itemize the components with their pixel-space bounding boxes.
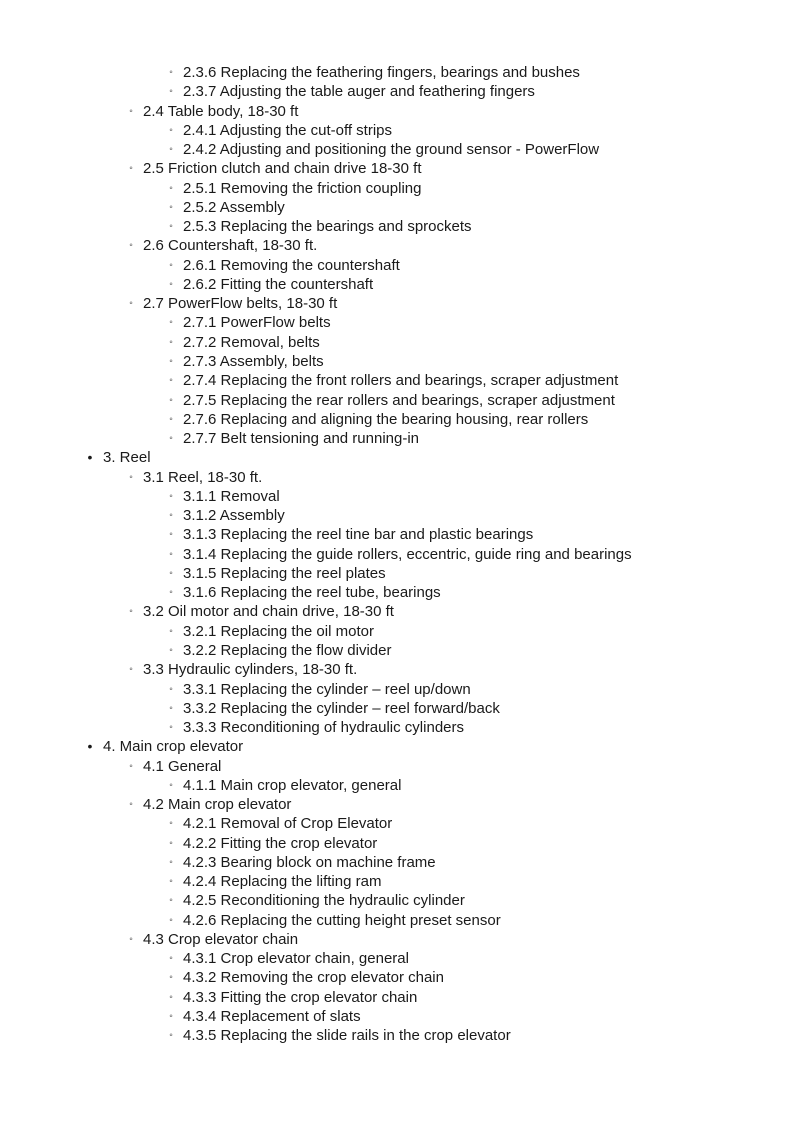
bullet-icon: ◦ xyxy=(129,240,133,252)
bullet-icon: ◦ xyxy=(169,644,173,656)
toc-item-level-3[interactable] xyxy=(0,410,794,429)
toc-item-level-3[interactable] xyxy=(0,988,794,1007)
toc-item-level-3[interactable] xyxy=(0,545,794,564)
bullet-icon: ◦ xyxy=(129,163,133,175)
bullet-icon: ◦ xyxy=(129,298,133,310)
toc-item-level-3[interactable] xyxy=(0,140,794,159)
toc-item-level-2[interactable] xyxy=(0,930,794,949)
toc-item-label: 3.1.2 Assembly xyxy=(183,507,285,525)
toc-item-label: 2.7.7 Belt tensioning and running-in xyxy=(183,430,420,448)
toc-item-label: 2.7.5 Replacing the rear rollers and bearings, scraper adjustment xyxy=(183,391,615,409)
bullet-icon: ◦ xyxy=(169,991,173,1003)
bullet-icon: ◦ xyxy=(169,702,173,714)
toc-item-label: 3.2.2 Replacing the flow divider xyxy=(183,641,392,659)
toc-item-label: 2.7.3 Assembly, belts xyxy=(183,352,324,370)
toc-item-label: 2.5.1 Removing the friction coupling xyxy=(183,179,422,197)
toc-item-level-2[interactable] xyxy=(0,795,794,814)
toc-item-label: 2.6.1 Removing the countershaft xyxy=(183,256,400,274)
toc-item-level-3[interactable] xyxy=(0,352,794,371)
bullet-icon: ◦ xyxy=(169,510,173,522)
toc-item-label: 3.1 Reel, 18-30 ft. xyxy=(143,468,263,486)
toc-item-label: 3.3 Hydraulic cylinders, 18-30 ft. xyxy=(143,661,358,679)
toc-item-level-2[interactable] xyxy=(0,602,794,621)
toc-item-level-3[interactable] xyxy=(0,429,794,448)
toc-item-level-2[interactable] xyxy=(0,159,794,178)
toc-item-label: 3.1.6 Replacing the reel tube, bearings xyxy=(183,584,441,602)
table-of-contents xyxy=(0,63,794,1046)
toc-item-level-3[interactable] xyxy=(0,63,794,82)
bullet-icon: ◦ xyxy=(169,856,173,868)
bullet-icon: ◦ xyxy=(169,124,173,136)
toc-item-label: 4.1 General xyxy=(143,757,222,775)
bullet-icon: ◦ xyxy=(129,606,133,618)
toc-item-level-3[interactable] xyxy=(0,911,794,930)
toc-item-level-3[interactable] xyxy=(0,256,794,275)
toc-item-label: 2.7.4 Replacing the front rollers and bearings, scraper adjustment xyxy=(183,372,619,390)
toc-item-label: 3.1.1 Removal xyxy=(183,487,280,505)
bullet-icon: ◦ xyxy=(169,914,173,926)
toc-item-level-3[interactable] xyxy=(0,121,794,140)
toc-item-label: 4.2.6 Replacing the cutting height preset sensor xyxy=(183,911,501,929)
toc-item-label: 4.2.3 Bearing block on machine frame xyxy=(183,853,436,871)
bullet-icon: ◦ xyxy=(169,375,173,387)
toc-item-level-3[interactable] xyxy=(0,1026,794,1045)
toc-item-level-3[interactable] xyxy=(0,583,794,602)
bullet-icon: ◦ xyxy=(169,394,173,406)
bullet-icon: ◦ xyxy=(169,433,173,445)
toc-item-level-3[interactable] xyxy=(0,776,794,795)
toc-item-level-3[interactable] xyxy=(0,872,794,891)
toc-item-label: 4.3 Crop elevator chain xyxy=(143,930,299,948)
bullet-icon: ◦ xyxy=(169,1030,173,1042)
toc-item-label: 3.1.4 Replacing the guide rollers, eccentric, guide ring and bearings xyxy=(183,545,632,563)
bullet-icon: • xyxy=(87,449,93,466)
bullet-icon: ◦ xyxy=(169,895,173,907)
toc-item-label: 3.3.1 Replacing the cylinder – reel up/down xyxy=(183,680,471,698)
toc-item-level-3[interactable] xyxy=(0,949,794,968)
bullet-icon: ◦ xyxy=(169,779,173,791)
toc-item-label: 4.2.5 Reconditioning the hydraulic cylinder xyxy=(183,892,465,910)
toc-item-label: 4.2.2 Fitting the crop elevator xyxy=(183,834,378,852)
bullet-icon: ◦ xyxy=(169,818,173,830)
toc-item-level-3[interactable] xyxy=(0,891,794,910)
toc-item-level-3[interactable] xyxy=(0,525,794,544)
toc-item-level-2[interactable] xyxy=(0,757,794,776)
bullet-icon: ◦ xyxy=(169,548,173,560)
toc-item-level-3[interactable] xyxy=(0,179,794,198)
bullet-icon: ◦ xyxy=(169,144,173,156)
bullet-icon: ◦ xyxy=(169,567,173,579)
toc-item-label: 2.4.1 Adjusting the cut-off strips xyxy=(183,121,393,139)
bullet-icon: ◦ xyxy=(169,86,173,98)
toc-item-level-2[interactable] xyxy=(0,468,794,487)
toc-item-label: 2.5 Friction clutch and chain drive 18-30 ft xyxy=(143,160,422,178)
toc-item-level-1[interactable] xyxy=(0,737,794,756)
toc-item-level-3[interactable] xyxy=(0,968,794,987)
bullet-icon: ◦ xyxy=(169,490,173,502)
bullet-icon: ◦ xyxy=(129,799,133,811)
bullet-icon: ◦ xyxy=(169,1011,173,1023)
toc-item-level-3[interactable] xyxy=(0,622,794,641)
toc-item-label: 4.3.3 Fitting the crop elevator chain xyxy=(183,988,418,1006)
bullet-icon: ◦ xyxy=(169,972,173,984)
toc-item-level-3[interactable] xyxy=(0,564,794,583)
bullet-icon: ◦ xyxy=(169,683,173,695)
toc-item-label: 2.3.6 Replacing the feathering fingers, bearings and bushes xyxy=(183,64,580,81)
toc-item-level-3[interactable] xyxy=(0,718,794,737)
toc-item-label: 2.7 PowerFlow belts, 18-30 ft xyxy=(143,295,338,313)
toc-item-level-2[interactable] xyxy=(0,102,794,121)
toc-item-label: 4.3.2 Removing the crop elevator chain xyxy=(183,969,444,987)
toc-item-label: 4.1.1 Main crop elevator, general xyxy=(183,776,402,794)
bullet-icon: ◦ xyxy=(169,336,173,348)
toc-item-level-2[interactable] xyxy=(0,294,794,313)
toc-item-level-3[interactable] xyxy=(0,217,794,236)
toc-item-label: 2.7.1 PowerFlow belts xyxy=(183,314,331,332)
toc-item-level-3[interactable] xyxy=(0,391,794,410)
toc-item-label: 3.2.1 Replacing the oil motor xyxy=(183,622,374,640)
bullet-icon: ◦ xyxy=(169,413,173,425)
toc-item-level-2[interactable] xyxy=(0,660,794,679)
bullet-icon: ◦ xyxy=(169,953,173,965)
toc-item-label: 3. Reel xyxy=(103,449,151,467)
bullet-icon: ◦ xyxy=(169,259,173,271)
toc-item-label: 3.1.3 Replacing the reel tine bar and plastic bearings xyxy=(183,526,534,544)
bullet-icon: ◦ xyxy=(169,278,173,290)
toc-item-label: 4.3.5 Replacing the slide rails in the crop elevator xyxy=(183,1027,511,1045)
bullet-icon: ◦ xyxy=(169,876,173,888)
bullet-icon: ◦ xyxy=(129,760,133,772)
toc-item-label: 2.6.2 Fitting the countershaft xyxy=(183,275,374,293)
bullet-icon: ◦ xyxy=(169,625,173,637)
toc-item-label: 2.7.2 Removal, belts xyxy=(183,333,320,351)
toc-item-level-1[interactable] xyxy=(0,448,794,467)
bullet-icon: ◦ xyxy=(129,933,133,945)
bullet-icon: ◦ xyxy=(169,201,173,213)
toc-item-level-3[interactable] xyxy=(0,198,794,217)
toc-item-label: 2.6 Countershaft, 18-30 ft. xyxy=(143,237,318,255)
bullet-icon: ◦ xyxy=(169,67,173,78)
toc-item-level-3[interactable] xyxy=(0,82,794,101)
toc-item-level-3[interactable] xyxy=(0,834,794,853)
toc-item-level-3[interactable] xyxy=(0,313,794,332)
toc-item-label: 2.4 Table body, 18-30 ft xyxy=(143,102,299,120)
toc-item-level-3[interactable] xyxy=(0,487,794,506)
toc-item-label: 2.7.6 Replacing and aligning the bearing housing, rear rollers xyxy=(183,410,589,428)
bullet-icon: ◦ xyxy=(129,105,133,117)
toc-item-level-3[interactable] xyxy=(0,814,794,833)
toc-item-label: 4.2.1 Removal of Crop Elevator xyxy=(183,815,393,833)
bullet-icon: ◦ xyxy=(169,317,173,329)
toc-item-level-3[interactable] xyxy=(0,1007,794,1026)
toc-item-label: 3.2 Oil motor and chain drive, 18-30 ft xyxy=(143,603,394,621)
bullet-icon: ◦ xyxy=(169,587,173,599)
toc-item-level-2[interactable] xyxy=(0,236,794,255)
toc-item-level-3[interactable] xyxy=(0,506,794,525)
toc-item-label: 4.3.1 Crop elevator chain, general xyxy=(183,950,409,968)
toc-item-label: 2.4.2 Adjusting and positioning the ground sensor - PowerFlow xyxy=(183,141,600,159)
toc-item-level-3[interactable] xyxy=(0,333,794,352)
toc-item-label: 4.2.4 Replacing the lifting ram xyxy=(183,873,382,891)
toc-item-label: 4. Main crop elevator xyxy=(103,738,244,756)
bullet-icon: • xyxy=(87,738,93,755)
toc-item-label: 4.3.4 Replacement of slats xyxy=(183,1008,361,1026)
toc-item-level-3[interactable] xyxy=(0,275,794,294)
bullet-icon: ◦ xyxy=(169,837,173,849)
bullet-icon: ◦ xyxy=(169,355,173,367)
bullet-icon: ◦ xyxy=(129,664,133,676)
toc-item-level-3[interactable] xyxy=(0,371,794,390)
bullet-icon: ◦ xyxy=(169,182,173,194)
bullet-icon: ◦ xyxy=(169,221,173,233)
toc-item-level-3[interactable] xyxy=(0,641,794,660)
bullet-icon: ◦ xyxy=(169,722,173,734)
toc-item-label: 2.3.7 Adjusting the table auger and feathering fingers xyxy=(183,83,535,101)
toc-item-label: 2.5.2 Assembly xyxy=(183,198,285,216)
bullet-icon: ◦ xyxy=(169,529,173,541)
toc-item-label: 3.3.2 Replacing the cylinder – reel forward/back xyxy=(183,699,500,717)
bullet-icon: ◦ xyxy=(129,471,133,483)
toc-item-label: 4.2 Main crop elevator xyxy=(143,796,292,814)
toc-item-label: 3.3.3 Reconditioning of hydraulic cylinders xyxy=(183,719,464,737)
toc-item-level-3[interactable] xyxy=(0,699,794,718)
toc-item-label: 2.5.3 Replacing the bearings and sprockets xyxy=(183,218,472,236)
toc-item-level-3[interactable] xyxy=(0,853,794,872)
toc-item-level-3[interactable] xyxy=(0,680,794,699)
toc-item-label: 3.1.5 Replacing the reel plates xyxy=(183,564,386,582)
